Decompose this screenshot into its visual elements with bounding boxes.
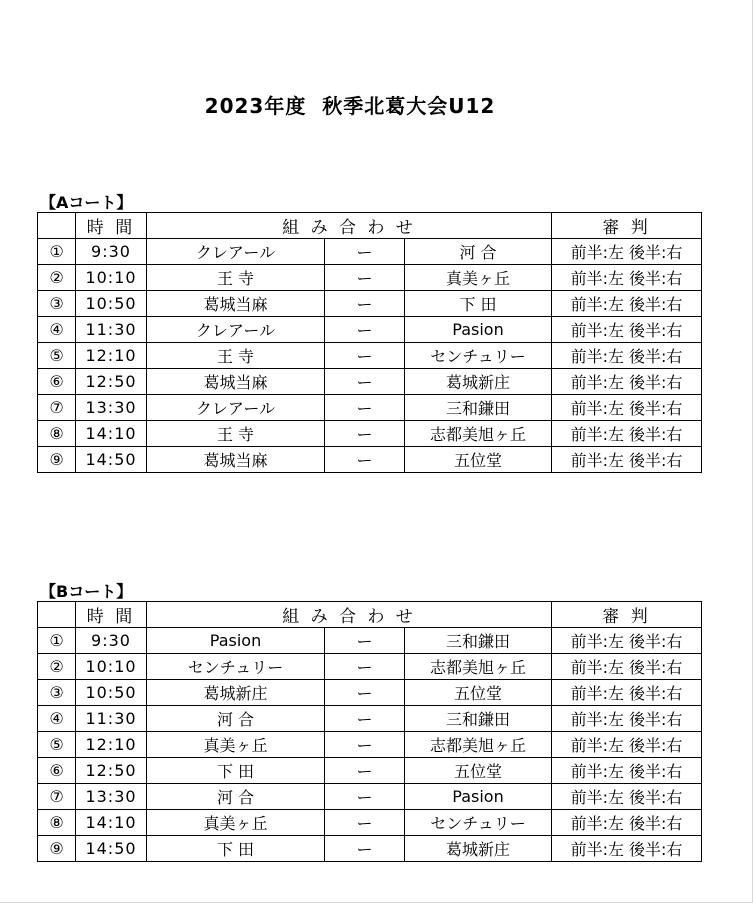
versus-dash: ー: [325, 628, 405, 654]
referee-note: 前半:左 後半:右: [552, 732, 702, 758]
referee-note: 前半:左 後半:右: [552, 758, 702, 784]
referee-note: 前半:左 後半:右: [552, 265, 702, 291]
table-row: [38, 265, 702, 291]
home-team: 王 寺: [147, 343, 325, 369]
referee-note: 前半:左 後半:右: [552, 628, 702, 654]
away-team: 志都美旭ヶ丘: [405, 732, 552, 758]
match-time: 14:50: [76, 836, 147, 862]
versus-dash: ー: [325, 758, 405, 784]
home-team: 下 田: [147, 836, 325, 862]
referee-note: 前半:左 後半:右: [552, 654, 702, 680]
home-team: 真美ヶ丘: [147, 732, 325, 758]
table-row: [38, 421, 702, 447]
referee-note: 前半:左 後半:右: [552, 447, 702, 473]
versus-dash: ー: [325, 706, 405, 732]
table-row: [38, 291, 702, 317]
versus-dash: ー: [325, 784, 405, 810]
header-referee: 審 判: [552, 602, 702, 628]
table-row: [38, 628, 702, 654]
header-matchup: 組 み 合 わ せ: [147, 213, 552, 239]
referee-note: 前半:左 後半:右: [552, 784, 702, 810]
table-header-row: [38, 213, 702, 239]
home-team: 葛城当麻: [147, 291, 325, 317]
match-time: 10:10: [76, 654, 147, 680]
versus-dash: ー: [325, 421, 405, 447]
match-time: 12:50: [76, 369, 147, 395]
referee-note: 前半:左 後半:右: [552, 369, 702, 395]
away-team: 三和鎌田: [405, 628, 552, 654]
match-time: 14:10: [76, 810, 147, 836]
table-row: [38, 732, 702, 758]
table-row: [38, 369, 702, 395]
versus-dash: ー: [325, 836, 405, 862]
away-team: 三和鎌田: [405, 395, 552, 421]
away-team: 三和鎌田: [405, 706, 552, 732]
match-time: 9:30: [76, 239, 147, 265]
court-a-label: 【Aコート】: [40, 193, 133, 212]
match-number: ⑦: [38, 395, 76, 421]
match-number: ③: [38, 680, 76, 706]
away-team: 河 合: [405, 239, 552, 265]
table-row: [38, 836, 702, 862]
header-time: 時 間: [76, 213, 147, 239]
match-number: ⑤: [38, 343, 76, 369]
home-team: 葛城当麻: [147, 369, 325, 395]
match-number: ⑧: [38, 810, 76, 836]
match-number: ⑧: [38, 421, 76, 447]
match-time: 13:30: [76, 784, 147, 810]
referee-note: 前半:左 後半:右: [552, 810, 702, 836]
match-time: 14:10: [76, 421, 147, 447]
versus-dash: ー: [325, 395, 405, 421]
table-row: [38, 784, 702, 810]
court-b-label: 【Bコート】: [40, 582, 133, 601]
match-time: 12:50: [76, 758, 147, 784]
home-team: Pasion: [147, 628, 325, 654]
court-a-table: [37, 212, 702, 473]
home-team: 下 田: [147, 758, 325, 784]
header-referee: 審 判: [552, 213, 702, 239]
home-team: 真美ヶ丘: [147, 810, 325, 836]
away-team: Pasion: [405, 784, 552, 810]
away-team: 真美ヶ丘: [405, 265, 552, 291]
away-team: 五位堂: [405, 680, 552, 706]
match-time: 12:10: [76, 343, 147, 369]
page-title: 2023年度 秋季北葛大会U12: [204, 94, 496, 118]
referee-note: 前半:左 後半:右: [552, 836, 702, 862]
table-row: [38, 680, 702, 706]
match-time: 12:10: [76, 732, 147, 758]
home-team: 王 寺: [147, 265, 325, 291]
versus-dash: ー: [325, 810, 405, 836]
away-team: センチュリー: [405, 343, 552, 369]
away-team: 五位堂: [405, 447, 552, 473]
home-team: 王 寺: [147, 421, 325, 447]
match-number: ⑥: [38, 369, 76, 395]
table-row: [38, 395, 702, 421]
versus-dash: ー: [325, 239, 405, 265]
match-time: 14:50: [76, 447, 147, 473]
referee-note: 前半:左 後半:右: [552, 706, 702, 732]
match-time: 10:10: [76, 265, 147, 291]
referee-note: 前半:左 後半:右: [552, 239, 702, 265]
table-row: [38, 810, 702, 836]
match-time: 11:30: [76, 706, 147, 732]
home-team: 葛城新庄: [147, 680, 325, 706]
match-number: ③: [38, 291, 76, 317]
match-number: ②: [38, 265, 76, 291]
away-team: 葛城新庄: [405, 369, 552, 395]
referee-note: 前半:左 後半:右: [552, 680, 702, 706]
away-team: 下 田: [405, 291, 552, 317]
home-team: センチュリー: [147, 654, 325, 680]
table-row: [38, 239, 702, 265]
away-team: Pasion: [405, 317, 552, 343]
match-number: ④: [38, 706, 76, 732]
match-number: ⑦: [38, 784, 76, 810]
referee-note: 前半:左 後半:右: [552, 395, 702, 421]
home-team: 葛城当麻: [147, 447, 325, 473]
table-row: [38, 654, 702, 680]
versus-dash: ー: [325, 447, 405, 473]
versus-dash: ー: [325, 680, 405, 706]
referee-note: 前半:左 後半:右: [552, 317, 702, 343]
match-time: 13:30: [76, 395, 147, 421]
match-time: 10:50: [76, 680, 147, 706]
table-header-row: [38, 602, 702, 628]
match-time: 10:50: [76, 291, 147, 317]
match-time: 11:30: [76, 317, 147, 343]
table-row: [38, 758, 702, 784]
home-team: 河 合: [147, 784, 325, 810]
home-team: クレアール: [147, 239, 325, 265]
header-matchup: 組 み 合 わ せ: [147, 602, 552, 628]
match-number: ①: [38, 628, 76, 654]
away-team: 志都美旭ヶ丘: [405, 421, 552, 447]
match-number: ①: [38, 239, 76, 265]
match-number: ④: [38, 317, 76, 343]
referee-note: 前半:左 後半:右: [552, 421, 702, 447]
referee-note: 前半:左 後半:右: [552, 291, 702, 317]
header-time: 時 間: [76, 602, 147, 628]
versus-dash: ー: [325, 369, 405, 395]
versus-dash: ー: [325, 265, 405, 291]
court-b-table: [37, 601, 702, 862]
away-team: センチュリー: [405, 810, 552, 836]
table-row: [38, 317, 702, 343]
versus-dash: ー: [325, 654, 405, 680]
versus-dash: ー: [325, 317, 405, 343]
match-number: ⑨: [38, 447, 76, 473]
match-time: 9:30: [76, 628, 147, 654]
home-team: クレアール: [147, 317, 325, 343]
match-number: ⑤: [38, 732, 76, 758]
match-number: ②: [38, 654, 76, 680]
versus-dash: ー: [325, 732, 405, 758]
away-team: 五位堂: [405, 758, 552, 784]
table-row: [38, 706, 702, 732]
versus-dash: ー: [325, 343, 405, 369]
table-row: [38, 343, 702, 369]
away-team: 志都美旭ヶ丘: [405, 654, 552, 680]
header-number: [38, 213, 76, 239]
home-team: クレアール: [147, 395, 325, 421]
table-row: [38, 447, 702, 473]
referee-note: 前半:左 後半:右: [552, 343, 702, 369]
versus-dash: ー: [325, 291, 405, 317]
match-number: ⑨: [38, 836, 76, 862]
header-number: [38, 602, 76, 628]
match-number: ⑥: [38, 758, 76, 784]
home-team: 河 合: [147, 706, 325, 732]
away-team: 葛城新庄: [405, 836, 552, 862]
